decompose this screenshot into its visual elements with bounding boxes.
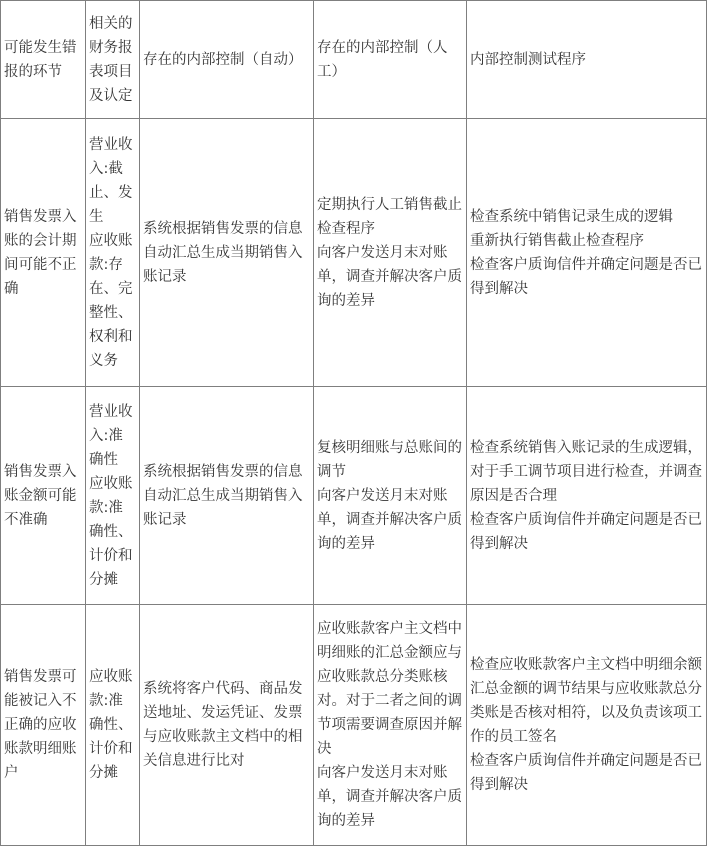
assertion-line: 应收账款:准确性、计价和分摊 xyxy=(89,669,133,781)
test-procedure-line: 重新执行销售截止检查程序 xyxy=(470,232,644,249)
header-assertion: 相关的财务报表项目及认定 xyxy=(86,1,140,119)
test-procedure-line: 检查客户质询信件并确定问题是否已得到解决 xyxy=(470,256,702,297)
test-procedure-line: 检查系统中销售记录生成的逻辑 xyxy=(470,208,673,225)
header-row xyxy=(1,1,707,119)
cell-manual-control xyxy=(314,605,467,846)
test-procedure-line: 检查系统销售入账记录的生成逻辑，对于手工调节项目进行检查，并调查原因是否合理 xyxy=(470,439,702,504)
assertion-line: 应收账款:准确性、计价和分摊 xyxy=(89,475,133,588)
cell-manual-control xyxy=(314,119,467,387)
assertion-line: 营业收入:准确性 xyxy=(89,403,133,468)
cell-assertion xyxy=(86,387,140,605)
cell-test-procedure xyxy=(467,605,707,846)
assertion-line: 营业收入:截止、发生 xyxy=(89,136,133,225)
cell-auto-control xyxy=(140,605,314,846)
cell-assertion xyxy=(86,605,140,846)
manual-control-line: 定期执行人工销售截止检查程序 xyxy=(317,196,462,237)
table-row xyxy=(1,387,707,605)
auto-control-line: 系统将客户代码、商品发送地址、发运凭证、发票与应收账款主文档中的相关信息进行比对 xyxy=(143,681,303,769)
table-row xyxy=(1,605,707,846)
header-test-procedure: 内部控制测试程序 xyxy=(467,1,707,119)
test-procedure-line: 检查客户质询信件并确定问题是否已得到解决 xyxy=(470,753,702,793)
header-manual-control: 存在的内部控制（人工） xyxy=(314,1,467,119)
cell-test-procedure xyxy=(467,119,707,387)
cell-assertion xyxy=(86,119,140,387)
cell-auto-control xyxy=(140,119,314,387)
header-stage: 可能发生错报的环节 xyxy=(1,1,86,119)
table-row xyxy=(1,119,707,387)
manual-control-line: 向客户发送月末对账单，调查并解决客户质询的差异 xyxy=(317,244,462,309)
manual-control-line: 向客户发送月末对账单，调查并解决客户质询的差异 xyxy=(317,765,462,829)
cell-stage: 销售发票可能被记入不正确的应收账款明细账户 xyxy=(1,605,86,846)
test-procedure-line: 检查应收账款客户主文档中明细余额汇总金额的调节结果与应收账款总分类账是否核对相符，以及负责该项工作的员工签名 xyxy=(470,657,702,745)
cell-test-procedure xyxy=(467,387,707,605)
manual-control-line: 应收账款客户主文档中明细账的汇总金额应与应收账款总分类账核对。对于二者之间的调节项需要调查原因并解决 xyxy=(317,621,462,757)
cell-stage: 销售发票入账金额可能不准确 xyxy=(1,387,86,605)
auto-control-line: 系统根据销售发票的信息自动汇总生成当期销售入账记录 xyxy=(143,463,303,528)
manual-control-line: 向客户发送月末对账单，调查并解决客户质询的差异 xyxy=(317,487,462,552)
cell-stage: 销售发票入账的会计期间可能不正确 xyxy=(1,119,86,387)
cell-manual-control xyxy=(314,387,467,605)
test-procedure-line: 检查客户质询信件并确定问题是否已得到解决 xyxy=(470,511,702,552)
cell-auto-control xyxy=(140,387,314,605)
header-auto-control: 存在的内部控制（自动） xyxy=(140,1,314,119)
manual-control-line: 复核明细账与总账间的调节 xyxy=(317,439,462,480)
auto-control-line: 系统根据销售发票的信息自动汇总生成当期销售入账记录 xyxy=(143,220,303,285)
assertion-line: 应收账款:存在、完整性、权利和义务 xyxy=(89,232,133,369)
